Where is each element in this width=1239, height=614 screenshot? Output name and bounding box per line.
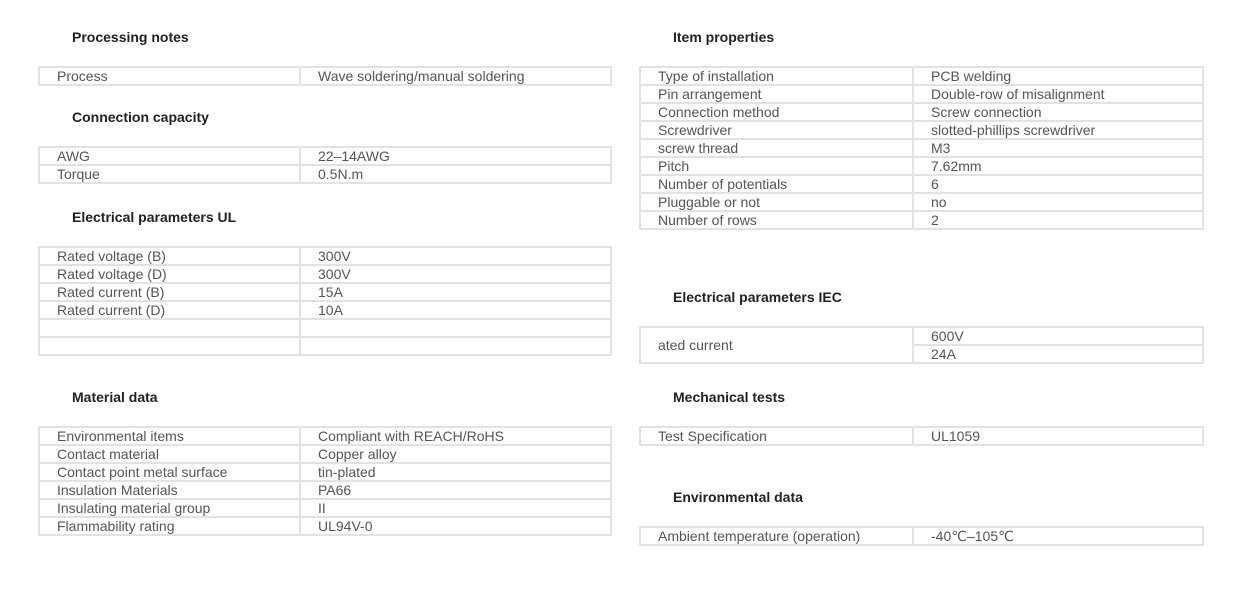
spec-value: II	[300, 499, 611, 517]
spec-value: 300V	[300, 247, 611, 265]
spec-value: 24A	[913, 345, 1203, 363]
connection-capacity-title: Connection capacity	[72, 109, 209, 125]
table-row	[39, 301, 611, 319]
item-properties-table	[639, 66, 1204, 230]
spec-label: Flammability rating	[39, 517, 300, 535]
spec-label: Ambient temperature (operation)	[640, 527, 913, 545]
table-row	[39, 283, 611, 301]
spec-value: Wave soldering/manual soldering	[300, 67, 611, 85]
table-row	[640, 527, 1203, 545]
electrical-iec-title: Electrical parameters IEC	[673, 289, 842, 305]
spec-label: Screwdriver	[640, 121, 913, 139]
spec-label: Contact point metal surface	[39, 463, 300, 481]
spec-value: 10A	[300, 301, 611, 319]
spec-label: Rated voltage (B)	[39, 247, 300, 265]
spec-value: UL1059	[913, 427, 1203, 445]
spec-value: slotted-phillips screwdriver	[913, 121, 1203, 139]
spec-value: -40℃–105℃	[913, 527, 1203, 545]
spec-value: 15A	[300, 283, 611, 301]
environmental-data-title: Environmental data	[673, 489, 803, 505]
item-properties-title: Item properties	[673, 29, 775, 45]
table-row	[640, 157, 1203, 175]
spec-label: Insulating material group	[39, 499, 300, 517]
mechanical-tests-title: Mechanical tests	[673, 389, 786, 405]
table-row	[39, 517, 611, 535]
electrical-ul-title: Electrical parameters UL	[72, 209, 237, 225]
processing-notes-title: Processing notes	[72, 29, 189, 45]
table-row	[39, 481, 611, 499]
spec-label: Rated current (B)	[39, 283, 300, 301]
spec-label: Process	[39, 67, 300, 85]
spec-value: 600V	[913, 327, 1203, 345]
spec-value: Compliant with REACH/RoHS	[300, 427, 611, 445]
spec-label: Pitch	[640, 157, 913, 175]
table-row	[39, 445, 611, 463]
table-row	[39, 427, 611, 445]
table-row	[640, 67, 1203, 85]
table-row	[640, 121, 1203, 139]
spec-label: AWG	[39, 147, 300, 165]
spec-value: tin-plated	[300, 463, 611, 481]
table-row	[39, 499, 611, 517]
table-row	[39, 247, 611, 265]
spec-value: PCB welding	[913, 67, 1203, 85]
mechanical-tests-table	[639, 426, 1204, 446]
spec-label: Rated current (D)	[39, 301, 300, 319]
table-row	[39, 67, 611, 85]
spec-label: ated current	[640, 327, 913, 363]
spec-value: 0.5N.m	[300, 165, 611, 183]
table-row	[39, 265, 611, 283]
spec-label: Number of rows	[640, 211, 913, 229]
table-row	[640, 327, 1203, 345]
table-row	[39, 147, 611, 165]
table-row	[640, 175, 1203, 193]
spec-value: Double-row of misalignment	[913, 85, 1203, 103]
spec-value: 7.62mm	[913, 157, 1203, 175]
spec-value: UL94V-0	[300, 517, 611, 535]
spec-label: Test Specification	[640, 427, 913, 445]
spec-value: M3	[913, 139, 1203, 157]
table-row	[640, 103, 1203, 121]
spec-label: Pluggable or not	[640, 193, 913, 211]
connection-capacity-table	[38, 146, 612, 184]
electrical-ul-table	[38, 246, 612, 356]
table-row-empty	[39, 319, 611, 337]
table-row	[640, 211, 1203, 229]
spec-label	[39, 319, 300, 337]
table-row	[640, 193, 1203, 211]
table-row	[640, 85, 1203, 103]
spec-label: Insulation Materials	[39, 481, 300, 499]
spec-value: no	[913, 193, 1203, 211]
table-row-empty	[39, 337, 611, 355]
spec-label: Connection method	[640, 103, 913, 121]
spec-label: Contact material	[39, 445, 300, 463]
material-data-title: Material data	[72, 389, 158, 405]
table-row	[39, 463, 611, 481]
environmental-data-table	[639, 526, 1204, 546]
material-data-table	[38, 426, 612, 536]
spec-value: 2	[913, 211, 1203, 229]
spec-value: 300V	[300, 265, 611, 283]
spec-label: Type of installation	[640, 67, 913, 85]
spec-label: Number of potentials	[640, 175, 913, 193]
spec-label	[39, 337, 300, 355]
spec-value: Copper alloy	[300, 445, 611, 463]
table-row	[640, 427, 1203, 445]
processing-notes-table	[38, 66, 612, 86]
spec-label: Rated voltage (D)	[39, 265, 300, 283]
spec-value	[300, 319, 611, 337]
electrical-iec-table	[639, 326, 1204, 364]
spec-value: Screw connection	[913, 103, 1203, 121]
spec-label: Torque	[39, 165, 300, 183]
spec-value: 22–14AWG	[300, 147, 611, 165]
spec-label: Environmental items	[39, 427, 300, 445]
spec-label: Pin arrangement	[640, 85, 913, 103]
table-row	[39, 165, 611, 183]
spec-value: 6	[913, 175, 1203, 193]
spec-value: PA66	[300, 481, 611, 499]
table-row	[640, 139, 1203, 157]
spec-value	[300, 337, 611, 355]
spec-label: screw thread	[640, 139, 913, 157]
